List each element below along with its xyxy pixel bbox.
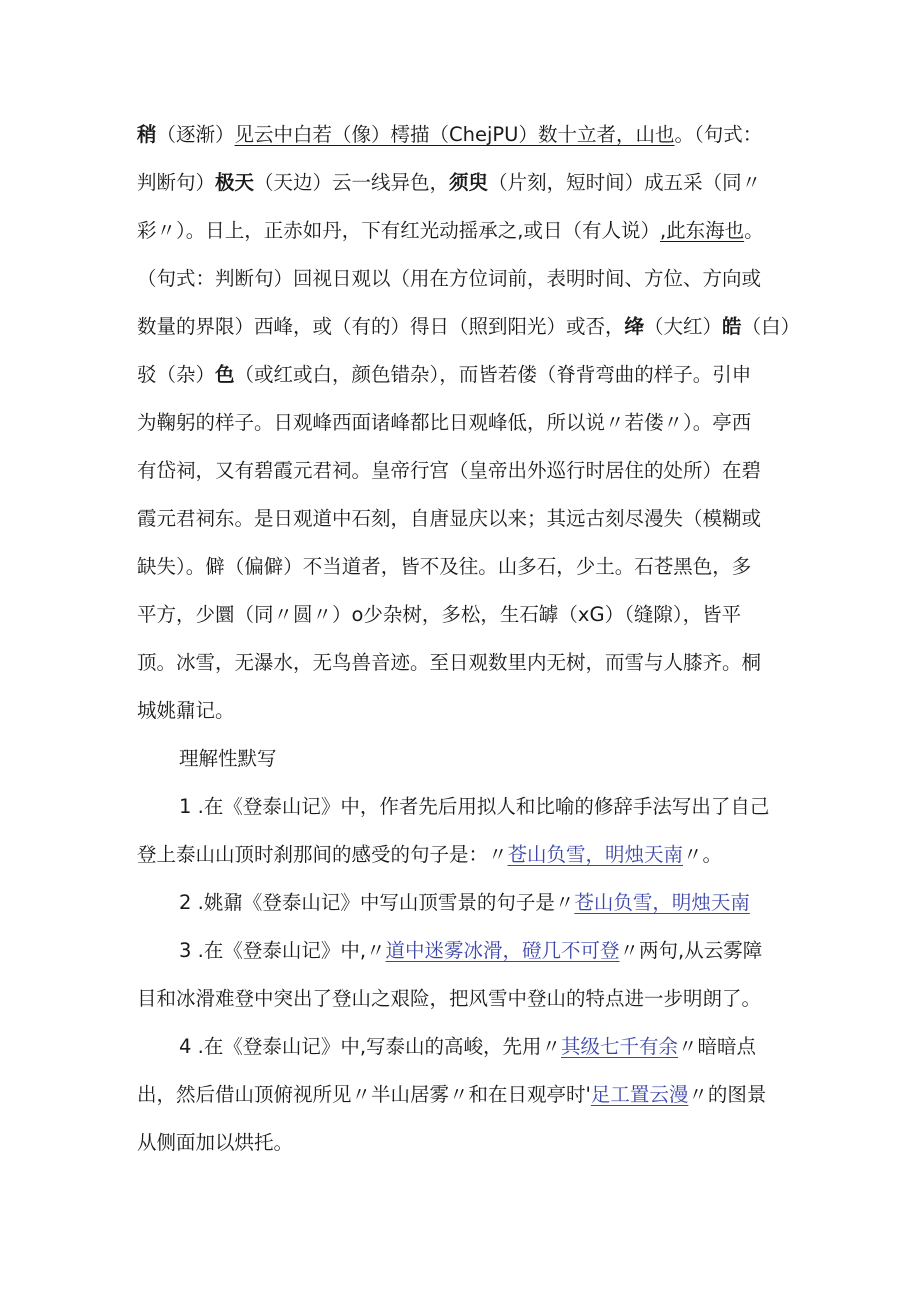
passage-line-5: 数量的界限）西峰，或（有的）得日（照到阳光）或否，绛（大红）皓（白） [137, 315, 801, 338]
underlined-sentence: 见云中白若（像）樗描（ChejPU）数十立者，山也 [234, 123, 675, 146]
passage-line-13: 城姚鼐记。 [137, 699, 235, 722]
question-number: 3 [179, 939, 192, 962]
passage-line-1: 稍（逐渐）见云中白若（像）樗描（ChejPU）数十立者，山也。（句式： [137, 123, 763, 146]
answer-text: 苍山负雪，明烛天南 [507, 843, 684, 866]
question-4-line-1: 4 .在《登泰山记》中,写泰山的高峻，先用〃其级七千有余〃暗暗点 [179, 1035, 757, 1058]
question-2-line-1: 2 .姚鼐《登泰山记》中写山顶雪景的句子是〃苍山负雪，明烛天南 [179, 891, 750, 914]
question-number: 1 [179, 795, 192, 818]
passage-line-12: 顶。冰雪，无瀑水，无鸟兽音迹。至日观数里内无树，而雪与人膝齐。桐 [137, 651, 762, 674]
keyword-se: 色 [215, 363, 235, 386]
keyword-shao: 稍 [137, 123, 157, 146]
answer-text: 其级七千有余 [561, 1035, 679, 1058]
question-1-line-1: 1 .在《登泰山记》中，作者先后用拟人和比喻的修辞手法写出了自己 [179, 795, 770, 818]
question-3-line-2: 目和冰滑难登中突出了登山之艰险，把风雪中登山的特点进一步明朗了。 [137, 987, 762, 1010]
keyword-xuyu: 须臾 [449, 171, 489, 194]
question-number: 4 [179, 1035, 192, 1058]
passage-line-9: 霞元君祠东。是日观道中石刻，自唐显庆以来；其远古刻尽漫失（模糊或 [137, 507, 762, 530]
question-number: 2 [179, 891, 192, 914]
passage-line-10: 缺失）。僻（偏僻）不当道者，皆不及往。山多石，少土。石苍黑色，多 [137, 555, 752, 578]
passage-line-7: 为鞠躬的样子。日观峰西面诸峰都比日观峰低，所以说〃若偻〃）。亭西 [137, 411, 752, 434]
question-1-line-2: 登上泰山山顶时刹那间的感受的句子是：〃苍山负雪，明烛天南〃。 [137, 843, 723, 866]
question-3-line-1: 3 .在《登泰山记》中,〃道中迷雾冰滑，磴几不可登〃两句,从云雾障 [179, 939, 763, 962]
answer-text: 苍山负雪，明烛天南 [574, 891, 750, 914]
question-4-line-2: 出，然后借山顶俯视所见〃半山居雾〃和在日观亭时'足工置云漫〃的图景 [137, 1083, 767, 1106]
question-4-line-3: 从侧面加以烘托。 [137, 1131, 294, 1154]
answer-text: 足工置云漫 [590, 1083, 689, 1106]
passage-line-6: 驳（杂）色（或红或白，颜色错杂），而皆若偻（脊背弯曲的样子。引申 [137, 363, 752, 386]
passage-line-8: 有岱祠，又有碧霞元君祠。皇帝行宫（皇帝出外巡行时居住的处所）在碧 [137, 459, 762, 482]
answer-text: 道中迷雾冰滑，磴几不可登 [385, 939, 620, 962]
keyword-jitian: 极天 [215, 171, 255, 194]
passage-line-2: 判断句）极天（天边）云一线异色，须臾（片刻，短时间）成五采（同〃 [137, 171, 762, 194]
keyword-hao: 皓 [722, 315, 742, 338]
keyword-jiang: 绛 [624, 315, 645, 338]
underlined-sentence: ,此东海也 [659, 219, 745, 242]
section-title: 理解性默写 [179, 747, 277, 770]
passage-line-11: 平方，少圜（同〃圆〃）o少杂树，多松，生石罅（xG）（缝隙），皆平 [137, 603, 742, 626]
passage-line-3: 彩〃）。日上，正赤如丹，下有红光动摇承之,或日（有人说）,此东海也。 [137, 219, 764, 242]
passage-line-4: （句式：判断句）回视日观以（用在方位词前，表明时间、方位、方向或 [137, 267, 762, 290]
